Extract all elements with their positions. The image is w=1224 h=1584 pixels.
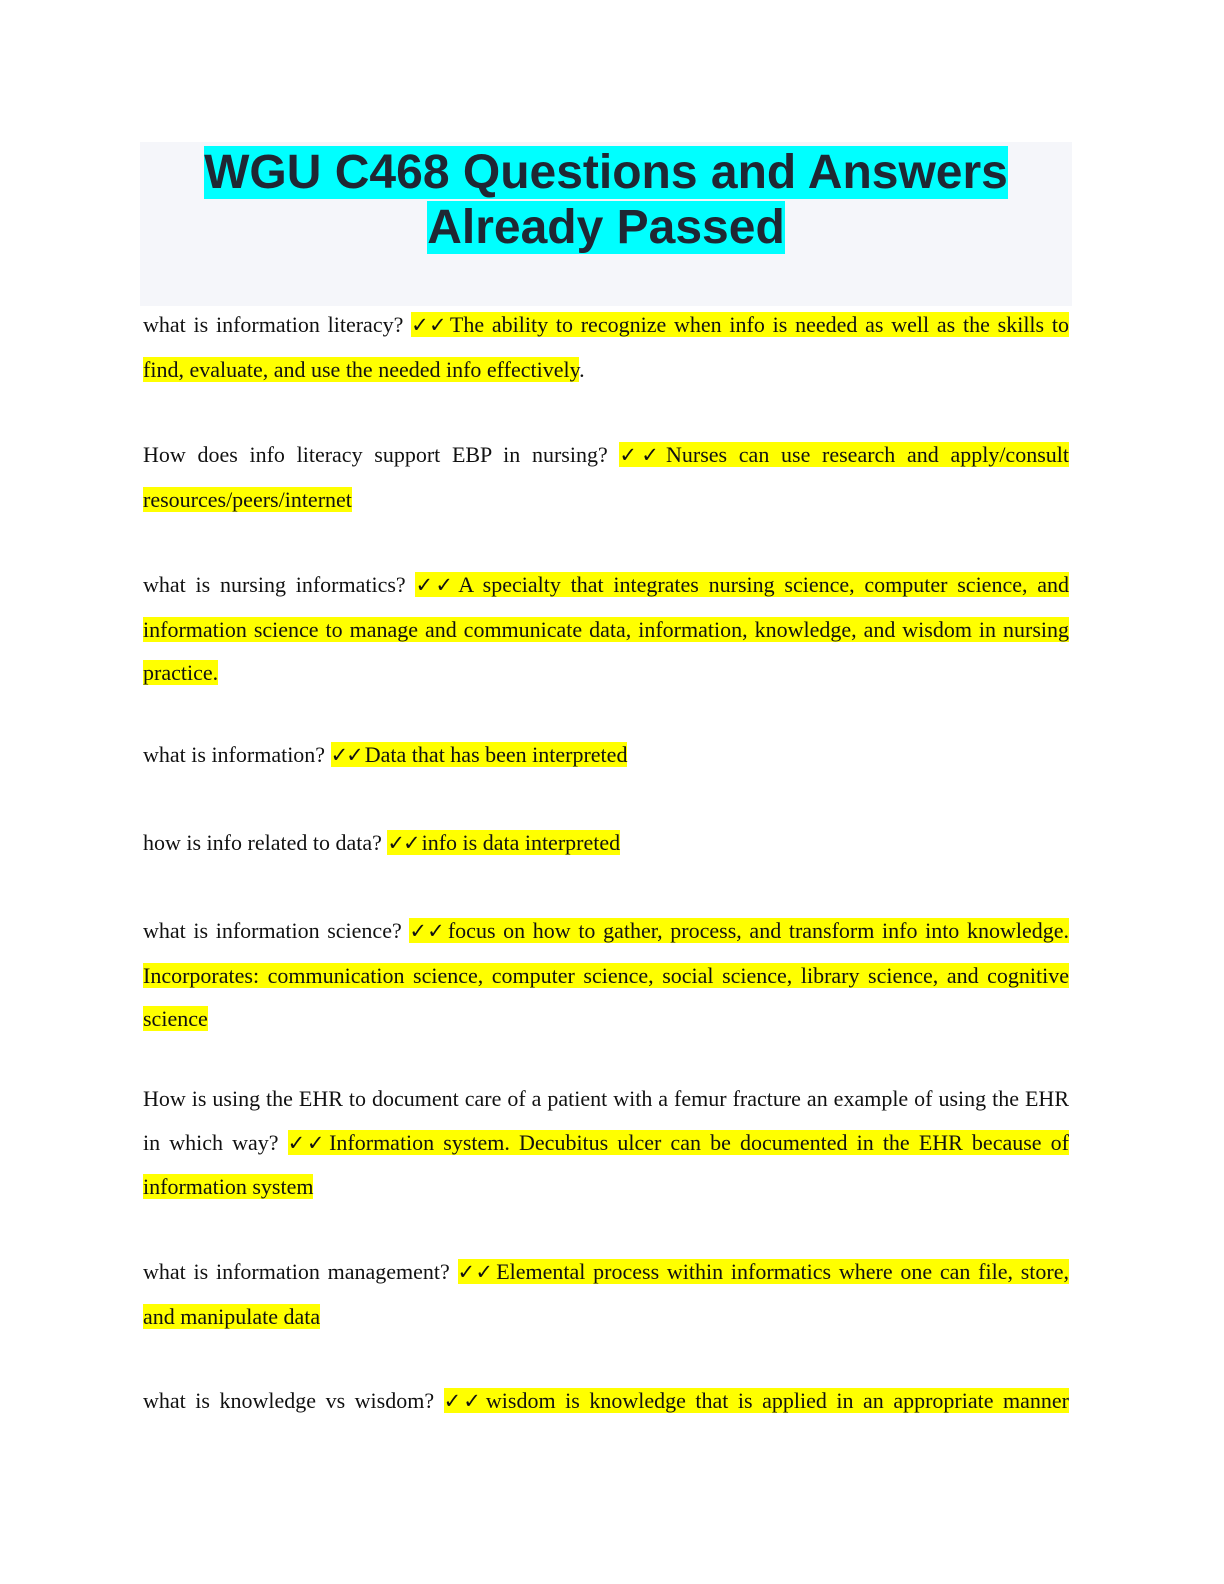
question-text: what is information? (143, 742, 331, 767)
answer-text: Elemental process within informatics where one can file, store, and manipulate data (143, 1259, 1070, 1329)
qa-item-information (143, 733, 1069, 778)
title-line-2: Already Passed (427, 201, 785, 254)
answer-text: info is data interpreted (421, 830, 621, 855)
answer-highlight (331, 742, 628, 767)
document-title (140, 142, 1072, 255)
answer-text: Information system. Decubitus ulcer can be documented in the EHR because of information system (143, 1129, 1069, 1199)
question-text: how is info related to data? (143, 830, 388, 855)
question-text: what is knowledge vs wisdom? (143, 1388, 444, 1413)
title-box (140, 142, 1072, 306)
double-check-icon: ✓✓ (411, 313, 447, 337)
answer-text: focus on how to gather, process, and transform info into knowledge. Incorporates: communication science, computer science, social science, library science, and cognitive science (143, 918, 1069, 1031)
qa-item-knowledge-vs-wisdom (143, 1379, 1069, 1424)
answer-text: The ability to recognize when info is needed as well as the skills to find, evaluate, and use the needed info effectively (143, 312, 1069, 382)
double-check-icon: ✓✓ (330, 743, 362, 767)
double-check-icon: ✓✓ (287, 1130, 327, 1155)
double-check-icon: ✓✓ (415, 573, 456, 597)
answer-trailing: . (579, 356, 585, 382)
double-check-icon: ✓✓ (619, 443, 663, 467)
qa-item-information-management (143, 1250, 1069, 1338)
answer-text: wisdom is knowledge that is applied in an appropriate manner (485, 1388, 1070, 1413)
answer-text: Nurses can use research and apply/consult resources/peers/internet (143, 442, 1069, 512)
qa-item-information-literacy (143, 303, 1069, 391)
question-text: what is information literacy? (143, 312, 412, 337)
double-check-icon: ✓✓ (409, 919, 445, 943)
double-check-icon: ✓✓ (443, 1389, 483, 1413)
double-check-icon: ✓✓ (457, 1260, 494, 1284)
question-text: what is information science? (143, 918, 410, 943)
question-text: How does info literacy support EBP in nursing? (143, 442, 620, 467)
question-text: what is information management? (143, 1259, 458, 1284)
double-check-icon: ✓✓ (387, 831, 419, 855)
qa-item-nursing-informatics (143, 563, 1069, 695)
answer-text: A specialty that integrates nursing science, computer science, and information science to manage and communicate data, information, knowledge, and wisdom in nursing practice. (143, 572, 1070, 685)
answer-text: Data that has been interpreted (364, 742, 628, 767)
answer-highlight (444, 1388, 1069, 1413)
qa-item-information-science (143, 909, 1069, 1041)
title-line-1: WGU C468 Questions and Answers (204, 146, 1008, 199)
answer-highlight (387, 830, 620, 855)
qa-item-ehr-femur-fracture (143, 1077, 1069, 1209)
qa-item-info-literacy-ebp (143, 433, 1069, 521)
question-text: How is using the EHR to document care of a patient with a femur fracture an example of using the EHR in which way? (143, 1086, 1069, 1155)
question-text: what is nursing informatics? (143, 572, 416, 597)
qa-item-info-related-to-data (143, 821, 1069, 866)
